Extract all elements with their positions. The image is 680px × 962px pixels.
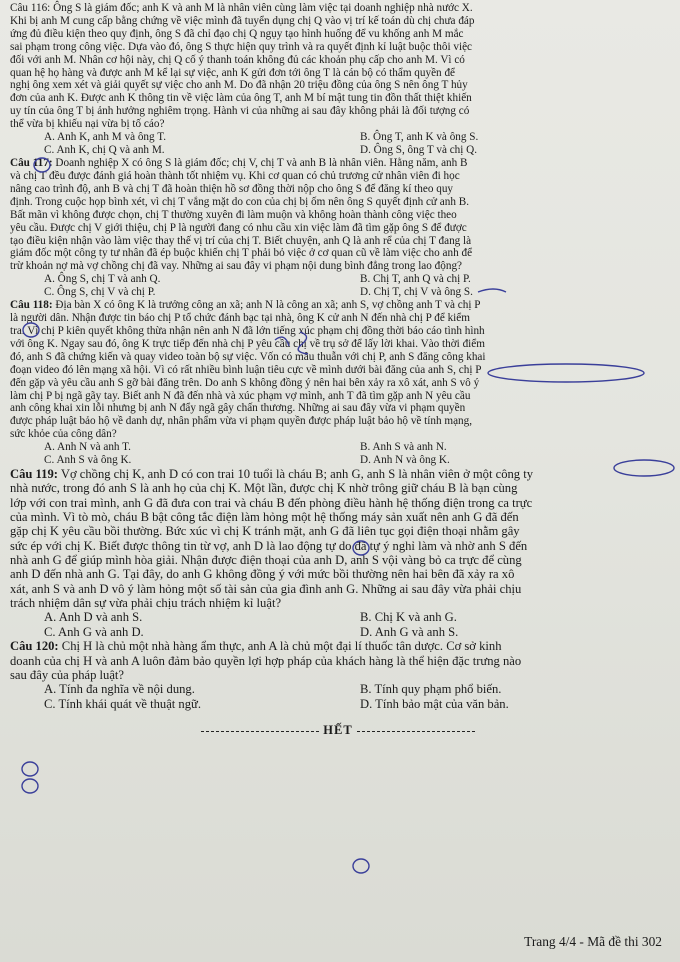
- q119-label: Câu 119:: [10, 467, 58, 482]
- q118-line: được pháp luật bảo hộ về danh dự, nhân phẩm vừa vi phạm quyền được pháp luật bảo hộ về tính mạng,: [10, 415, 473, 428]
- q119-line: anh D đến nhà anh G. Tại đây, do anh G không đồng ý với mức bồi thường nên hai bên đã xảy ra xô: [10, 567, 515, 582]
- question-117: [10, 157, 666, 299]
- page-footer: Trang 4/4 - Mã đề thi 302: [524, 934, 662, 949]
- end-marker: [10, 723, 666, 738]
- question-118: [10, 299, 666, 467]
- q120-option-a[interactable]: A. Tính đa nghĩa về nội dung.: [44, 682, 195, 697]
- q118-line: đó, anh S đã chứng kiến và quay video toàn bộ sự việc. Vốn có mâu thuẫn với chị P, anh S đăng công khai: [10, 350, 486, 363]
- q116-line: uy tín của ông T bị ảnh hưởng nghiêm trọng. Hành vi của những ai sau đây không phải là đối tượng có: [10, 105, 470, 118]
- q117-options: [10, 273, 666, 299]
- q117-line: tạo điều kiện nhận vào làm việc thay thế vị trí của chị T. Biết chuyện, anh Q là anh rể của chị T đang là: [10, 234, 472, 247]
- q120-option-c[interactable]: C. Tính khái quát về thuật ngữ.: [44, 696, 201, 711]
- q119-line: của mình. Vì tò mò, cháu B bật công tắc điện làm hỏng một hệ thống máy sản xuất nên anh G đã đến: [10, 510, 519, 525]
- q116-option-b[interactable]: B. Ông T, anh K và ông S.: [360, 131, 479, 144]
- end-text: HẾT: [323, 723, 353, 738]
- q118-line: Địa bàn X có ông K là trưởng công an xã; anh N là công an xã; anh S, vợ chồng anh T và chị P: [52, 299, 481, 312]
- q117-line: Doanh nghiệp X có ông S là giám đốc; chị V, chị T và anh B là nhân viên. Hằng năm, anh B: [52, 157, 468, 170]
- q119-line: gặp chị K yêu cầu bồi thường. Bức xúc vì chị K tránh mặt, anh G đã liên tục gọi điện thoại nhằm gây: [10, 524, 520, 539]
- q119-line: nhà nước, trong đó anh S là anh họ của chị K. Một lần, được chị K nhờ trông giữ cháu B là bạn cùng: [10, 481, 518, 496]
- q117-option-b[interactable]: B. Chị T, anh Q và chị P.: [360, 273, 471, 286]
- q117-line: yêu cầu. Được chị V giới thiệu, chị P là người đang có nhu cầu xin việc làm đã tìm gặp ông S để được: [10, 221, 467, 234]
- q119-line: sức ép với chị K. Biết được thông tin từ vợ, anh D là lao động tự do đã tự ý nghỉ làm và nhờ anh S đến: [10, 538, 528, 553]
- q118-line: là người dân. Nhận được tin báo chị P tổ chức đánh bạc tại nhà, ông K cử anh N đến nhà chị P để kiểm: [10, 312, 470, 325]
- q119-line: lớp với con trai mình, anh G đã đưa con trai và cháu B đến phòng điều hành hệ thống điện trong ca trực: [10, 495, 533, 510]
- q119-option-b[interactable]: B. Chị K và anh G.: [360, 610, 457, 625]
- q116-line: Câu 116: Ông S là giám đốc; anh K và anh M là nhân viên cùng làm việc tại doanh nghiệp nhà nước X.: [10, 2, 473, 14]
- q118-line: sức khỏe của công dân?: [10, 428, 117, 441]
- q120-line: Chị H là chủ một nhà hàng ẩm thực, anh A là chủ một đại lí thuốc tân dược. Cơ sở kinh: [58, 639, 502, 654]
- q118-line: anh công khai xin lỗi nhưng bị anh N đẩy ngã gây chấn thương. Những ai sau đây vừa vi phạm quyền: [10, 402, 466, 415]
- q119-options: [10, 610, 666, 639]
- end-dash-right: [357, 731, 475, 732]
- q120-option-b[interactable]: B. Tính quy phạm phổ biến.: [360, 682, 502, 697]
- q120-label: Câu 120:: [10, 639, 59, 654]
- question-116: [10, 2, 666, 157]
- q117-option-c[interactable]: C. Ông S, chị V và chị P.: [44, 286, 156, 299]
- pen-circle-q119-c: [22, 779, 38, 793]
- q118-options: [10, 441, 666, 467]
- q116-option-a[interactable]: A. Anh K, anh M và ông T.: [44, 131, 167, 144]
- question-120: [10, 639, 666, 711]
- q119-line: xát, anh S và anh D vô ý làm hỏng một số tài sản của gia đình anh G. Những ai sau đây vừa phải chịu: [10, 581, 522, 596]
- q118-line: đoạn video đó lên mạng xã hội. Vì có rất nhiều bình luận tiêu cực về mình dưới bài đăng của anh S, chị P: [10, 363, 482, 376]
- q116-options: [10, 131, 666, 157]
- q117-line: Bất mãn vì không được chọn, chị T thường xuyên đi làm muộn và không hoàn thành công việc theo: [10, 208, 457, 221]
- q116-line: quan hệ họ hàng và được anh M kể lại sự việc, anh K gửi đơn tới ông T là cán bộ có thẩm quyền để: [10, 66, 456, 79]
- pen-circle-q120-b: [353, 859, 369, 873]
- q120-options: [10, 682, 666, 711]
- question-119: [10, 467, 666, 639]
- q116-line: Khi bị anh M cung cấp bằng chứng về việc mình đã tuyển dụng chị Q vào vị trí kế toán dù chị chưa đáp: [10, 14, 475, 27]
- q118-line: tra. Vì chị P kiên quyết không thừa nhận nên anh N đã lớn tiếng xúc phạm chị đồng thời báo cáo tình hình: [10, 325, 485, 338]
- q120-line: sau đây của pháp luật?: [10, 667, 124, 682]
- q118-option-b[interactable]: B. Anh S và anh N.: [360, 441, 447, 454]
- q116-line: ứng đủ điều kiện theo quy định, ông S đã chỉ đạo chị Q ngụy tạo hình huống để vu khống anh M mắc: [10, 27, 464, 40]
- q119-line: Vợ chồng chị K, anh D có con trai 10 tuổi là cháu B; anh G, anh S là nhân viên ở một công ty: [57, 467, 534, 482]
- q118-line: đến gặp và yêu cầu anh S gỡ bài đăng trên. Do anh S không đồng ý nên hai bên xảy ra xô xát, anh S vô ý: [10, 376, 480, 389]
- q119-option-d[interactable]: D. Anh G và anh S.: [360, 624, 459, 639]
- q116-line: sai phạm trong công việc. Dựa vào đó, ông S thực hiện quy trình và ra quyết định kỉ luật buộc thôi việc: [10, 40, 473, 53]
- q117-option-a[interactable]: A. Ông S, chị T và anh Q.: [44, 273, 161, 286]
- pen-circle-q119-a: [22, 762, 38, 776]
- q119-option-a[interactable]: A. Anh D và anh S.: [44, 610, 143, 625]
- q118-line: với ông K. Ngay sau đó, ông K trực tiếp đến nhà chị P yêu cầu chị về trụ sở để lấy lời khai. Vào thời điểm: [10, 337, 485, 350]
- q116-option-c[interactable]: C. Anh K, chị Q và anh M.: [44, 144, 165, 157]
- q117-option-d[interactable]: D. Chị T, chị V và ông S.: [360, 286, 473, 299]
- q118-option-d[interactable]: D. Anh N và ông K.: [360, 454, 450, 467]
- q116-line: thể vừa bị khiếu nại vừa bị tố cáo?: [10, 118, 165, 131]
- q119-option-c[interactable]: C. Anh G và anh D.: [44, 624, 144, 639]
- q119-line: nhà anh G để giúp mình hòa giải. Nhận được điện thoại của anh D, anh S vội vàng bỏ ca trực để cùng: [10, 552, 522, 567]
- q118-line: làm chị P bị ngã gãy tay. Biết anh N đã đến nhà và xúc phạm vợ mình, anh T đã tìm gặp anh N yêu cầu: [10, 389, 471, 402]
- q118-option-a[interactable]: A. Anh N và anh T.: [44, 441, 131, 454]
- q116-line: đối với anh M. Nhân cơ hội này, chị Q cố ý thanh toán không đủ các khoản phụ cấp cho anh M. Vì có: [10, 53, 465, 66]
- q119-line: trách nhiệm dân sự vừa phải chịu trách nhiệm kỉ luật?: [10, 595, 282, 610]
- q117-line: giám đốc một công ty tư nhân đã ép buộc khiến chị T phải bỏ việc ở cơ quan cũ về làm việc cho anh để: [10, 247, 473, 260]
- q120-line: doanh của chị H và anh A luôn đảm bảo quyền lợi hợp pháp của khách hàng là thể hiện đặc trưng nào: [10, 653, 522, 668]
- q120-option-d[interactable]: D. Tính bảo mật của văn bản.: [360, 696, 509, 711]
- q117-line: trừ khoản nợ mà vợ chồng chị đã vay. Những ai sau đây vi phạm nội dung bình đẳng trong lao động?: [10, 260, 463, 273]
- q117-line: nâng cao trình độ, anh B và chị T đã hoàn thiện hồ sơ đồng thời nộp cho ông S để đăng kí theo quy: [10, 182, 454, 195]
- q116-line: nghị ông xem xét và giải quyết sự việc cho anh M. Do đã nhận 20 triệu đồng của ông S nên ông T hủy: [10, 79, 468, 92]
- q116-option-d[interactable]: D. Ông S, ông T và chị Q.: [360, 144, 478, 157]
- q116-line: đơn của anh K. Được anh K thông tin về việc làm của ông T, anh M bí mật tung tin đồn thất thiệt khiến: [10, 92, 472, 105]
- end-dash-left: [201, 731, 319, 732]
- q117-line: định. Trong cuộc họp bình xét, vì chị T vắng mặt do con của chị bị ốm nên ông S quyết định cử anh B.: [10, 195, 470, 208]
- q118-option-c[interactable]: C. Anh S và ông K.: [44, 454, 132, 467]
- q118-label: Câu 118:: [10, 299, 53, 312]
- q117-label: Câu 117:: [10, 157, 53, 170]
- q117-line: và chị T đều được đánh giá hoàn thành tốt nhiệm vụ. Khi cơ quan có chủ trương cử nhân viên đi học: [10, 169, 460, 182]
